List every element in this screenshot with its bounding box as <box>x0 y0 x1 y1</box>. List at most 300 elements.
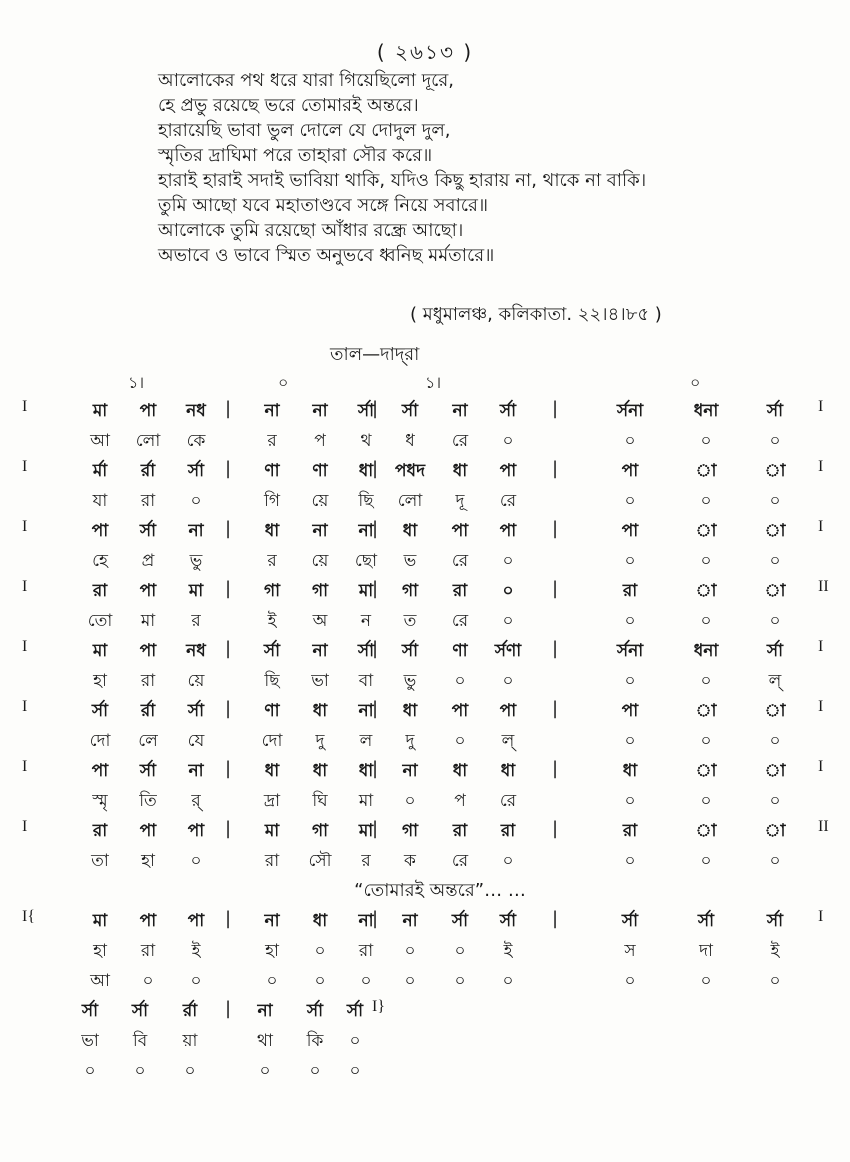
note-cell: নধ <box>186 641 206 661</box>
lyric-cell: ০ <box>624 791 636 811</box>
lyric-cell: ভা <box>81 1031 99 1051</box>
bar-end-mark: I <box>818 698 824 715</box>
notation-row <box>0 906 850 936</box>
lyric-cell: য়া <box>182 1031 198 1051</box>
lyric-cell: ধ <box>405 431 415 451</box>
lyric-cell: ০ <box>769 791 781 811</box>
note-cell: গা <box>401 821 419 841</box>
lyric-cell: ০ <box>190 851 202 871</box>
lyric-row <box>0 666 850 696</box>
bar-end-mark: I <box>818 638 824 655</box>
bar-line: | <box>224 578 232 599</box>
bar-line: | <box>371 698 379 719</box>
lyric-cell: দু <box>405 731 415 751</box>
lyric-cell: ০ <box>502 671 514 691</box>
note-cell: া <box>695 581 717 601</box>
lyric-cell: ০ <box>360 971 372 991</box>
lyric-cell: ০ <box>259 1061 271 1081</box>
note-cell: া <box>695 461 717 481</box>
lyric-cell: ০ <box>624 851 636 871</box>
lyric-cell: ০ <box>454 731 466 751</box>
lyric-row <box>0 1026 850 1056</box>
lyric-cell: ০ <box>700 791 712 811</box>
bar-line: | <box>551 398 559 419</box>
note-cell: ধা <box>500 761 516 781</box>
lyric-cell: ০ <box>624 551 636 571</box>
lyric-cell: য়ে <box>311 491 329 511</box>
note-cell: না <box>312 641 328 661</box>
note-cell: র্সা <box>766 911 784 931</box>
lyric-cell: হা <box>141 851 155 871</box>
lyric-cell: ০ <box>700 431 712 451</box>
bar-line: | <box>224 638 232 659</box>
lyric-cell: ০ <box>624 611 636 631</box>
bar-end-mark: I} <box>372 998 386 1015</box>
lyric-cell: ০ <box>769 611 781 631</box>
notation-row <box>0 756 850 786</box>
lyric-cell: ল <box>359 731 373 751</box>
lyric-cell: রা <box>358 941 374 961</box>
note-cell: র্সণা <box>494 641 522 661</box>
bar-line: | <box>371 638 379 659</box>
lyric-cell: ছি <box>358 491 374 511</box>
lyric-cell: থা <box>257 1031 273 1051</box>
note-cell: ধা <box>402 701 418 721</box>
bar-end-mark: I <box>818 758 824 775</box>
lyric-cell: ০ <box>404 941 416 961</box>
note-cell: ণা <box>452 641 468 661</box>
note-cell: মা <box>188 581 204 601</box>
note-cell: মা <box>358 821 374 841</box>
lyric-cell: য়ে <box>187 671 205 691</box>
lyric-cell: ০ <box>314 971 326 991</box>
poem-line: হারায়েছি ভাবা ভুল দোলে যে দোদুল দুল, <box>158 120 451 141</box>
lyric-cell: ০ <box>190 491 202 511</box>
lyric-cell: ই <box>191 941 201 961</box>
lyric-cell: ০ <box>700 971 712 991</box>
poem-line: অভাবে ও ভাবে স্মিত অনুভবে ধ্বনিছ মর্মতারে॥ <box>158 245 495 266</box>
note-cell: র্সা <box>357 641 375 661</box>
bar-line: | <box>224 908 232 929</box>
bar-start-mark: I <box>22 638 28 655</box>
bar-end-mark: I <box>818 518 824 535</box>
note-cell: নধ <box>186 401 206 421</box>
lyric-cell: থ <box>360 431 372 451</box>
poem-line: হে প্রভু রয়েছে ভরে তোমারই অন্তরে। <box>158 95 419 116</box>
note-cell: না <box>188 761 204 781</box>
lyric-row <box>0 426 850 456</box>
note-cell: া <box>764 821 786 841</box>
lyric-cell: বা <box>358 671 374 691</box>
lyric-cell: ০ <box>624 971 636 991</box>
note-cell: ধা <box>264 761 280 781</box>
bar-line: | <box>371 518 379 539</box>
lyric-cell: দা <box>699 941 713 961</box>
lyric-cell: ০ <box>184 1061 196 1081</box>
lyric-cell: রে <box>451 851 469 871</box>
note-cell: র্মা <box>92 461 108 481</box>
beat-marker: ০ <box>278 373 289 392</box>
lyric-cell: তা <box>91 851 109 871</box>
lyric-cell: প্র <box>141 551 155 571</box>
note-cell: ধা <box>312 911 328 931</box>
lyric-cell: ০ <box>454 971 466 991</box>
lyric-cell: ০ <box>624 671 636 691</box>
lyric-cell: র <box>267 551 277 571</box>
source-citation: ( মধুমালঞ্চ, কলিকাতা. ২২।৪।৮৫ ) <box>410 304 662 325</box>
antara-title: “তোমারই অন্তরে”… … <box>354 880 526 901</box>
note-cell: পা <box>139 641 157 661</box>
lyric-cell: লো <box>397 491 423 511</box>
note-cell: না <box>402 911 418 931</box>
lyric-cell: সৌ <box>308 851 332 871</box>
notation-table <box>0 396 850 1086</box>
bar-start-mark: I <box>22 698 28 715</box>
note-cell: না <box>358 911 374 931</box>
note-cell: া <box>695 761 717 781</box>
note-cell: না <box>264 911 280 931</box>
note-cell: র্সা <box>91 701 109 721</box>
lyric-cell: মা <box>140 611 156 631</box>
lyric-cell: কে <box>186 431 206 451</box>
lyric-cell: ০ <box>502 851 514 871</box>
lyric-cell: যা <box>92 491 108 511</box>
note-cell: র্সা <box>139 761 157 781</box>
note-cell: ০ <box>502 581 514 601</box>
note-cell: পা <box>139 911 157 931</box>
note-cell: ণা <box>264 701 280 721</box>
lyric-cell: ০ <box>454 941 466 961</box>
note-cell: গা <box>401 581 419 601</box>
lyric-cell: ০ <box>502 611 514 631</box>
note-cell: না <box>358 521 374 541</box>
note-cell: না <box>402 761 418 781</box>
note-cell: মা <box>92 911 108 931</box>
note-cell: পা <box>621 701 639 721</box>
note-cell: র্সা <box>346 1001 364 1021</box>
note-cell: পা <box>187 911 205 931</box>
lyric-cell: ০ <box>349 1031 361 1051</box>
beat-markers <box>0 370 850 396</box>
lyric-cell: ছি <box>264 671 280 691</box>
bar-line: | <box>371 398 379 419</box>
bar-line: | <box>551 638 559 659</box>
lyric-cell: র <box>361 851 371 871</box>
poem-line: আলোকে তুমি রয়েছো আঁধার রন্ধ্রে আছো। <box>158 220 464 241</box>
lyric-cell: স <box>624 941 636 961</box>
note-cell: পা <box>451 701 469 721</box>
lyric-cell: গি <box>263 491 281 511</box>
lyric-cell: ০ <box>404 971 416 991</box>
note-cell: না <box>188 521 204 541</box>
lyric-cell: দু <box>315 731 325 751</box>
lyric-cell: ০ <box>624 731 636 751</box>
lyric-cell: প <box>454 791 466 811</box>
tala-heading: তাল—দাদ্‌রা <box>330 344 420 365</box>
beat-marker: ০ <box>690 373 701 392</box>
note-cell: পা <box>621 461 639 481</box>
bar-end-mark: II <box>818 818 829 835</box>
note-cell: া <box>695 701 717 721</box>
lyric-cell: ০ <box>134 1061 146 1081</box>
lyric-cell: ০ <box>700 851 712 871</box>
bar-line: | <box>551 758 559 779</box>
poem-line: হারাই হারাই সদাই ভাবিয়া থাকি, যদিও কিছু হারায় না, থাকে না বাকি। <box>158 170 647 191</box>
note-cell: গা <box>311 821 329 841</box>
notation-row <box>0 816 850 846</box>
note-cell: রা <box>452 581 468 601</box>
lyric-cell: ০ <box>349 1061 361 1081</box>
note-cell: র্সা <box>131 1001 149 1021</box>
notation-row <box>0 576 850 606</box>
page-number: ( ২৬১৩ ) <box>376 40 474 64</box>
bar-line: | <box>371 818 379 839</box>
lyric-row <box>0 1056 850 1086</box>
lyric-row <box>0 726 850 756</box>
note-cell: া <box>695 821 717 841</box>
bar-line: | <box>551 458 559 479</box>
lyric-cell: লো <box>135 431 161 451</box>
note-cell: ধনা <box>693 641 719 661</box>
note-cell: পা <box>451 521 469 541</box>
poem-text <box>158 68 838 268</box>
bar-end-mark: II <box>818 578 829 595</box>
lyric-cell: ০ <box>190 971 202 991</box>
lyric-cell: রা <box>140 491 156 511</box>
note-cell: ধা <box>312 701 328 721</box>
lyric-cell: ০ <box>700 611 712 631</box>
lyric-cell: লে <box>138 731 158 751</box>
lyric-cell: রে <box>451 611 469 631</box>
notation-row <box>0 696 850 726</box>
note-cell: না <box>452 401 468 421</box>
lyric-cell: ০ <box>454 671 466 691</box>
note-cell: ধা <box>312 761 328 781</box>
note-cell: না <box>312 521 328 541</box>
lyric-cell: হে <box>92 551 108 571</box>
note-cell: গা <box>311 581 329 601</box>
note-cell: র্সা <box>697 911 715 931</box>
notation-row <box>0 636 850 666</box>
note-cell: না <box>257 1001 273 1021</box>
lyric-cell: ০ <box>314 941 326 961</box>
bar-start-mark: I <box>22 398 28 415</box>
note-cell: র্সা <box>81 1001 99 1021</box>
bar-line: | <box>551 518 559 539</box>
lyric-cell: ০ <box>769 971 781 991</box>
lyric-cell: দূ <box>455 491 465 511</box>
note-cell: র্সা <box>357 401 375 421</box>
note-cell: পা <box>187 821 205 841</box>
bar-line: | <box>371 458 379 479</box>
note-cell: রা <box>452 821 468 841</box>
note-cell: মা <box>92 641 108 661</box>
lyric-cell: ০ <box>769 731 781 751</box>
lyric-cell: ০ <box>700 671 712 691</box>
note-cell: পা <box>139 581 157 601</box>
note-cell: রা <box>92 821 108 841</box>
note-cell: ধা <box>358 761 374 781</box>
bar-start-mark: I <box>22 458 28 475</box>
lyric-row <box>0 846 850 876</box>
lyric-cell: রে <box>499 491 517 511</box>
note-cell: ধা <box>402 521 418 541</box>
note-cell: পা <box>139 821 157 841</box>
note-cell: মা <box>358 581 374 601</box>
note-cell: মা <box>264 821 280 841</box>
bar-start-mark: I <box>22 518 28 535</box>
lyric-cell: হা <box>265 941 279 961</box>
lyric-cell: ০ <box>502 431 514 451</box>
note-cell: ধনা <box>693 401 719 421</box>
lyric-cell: র্ <box>191 791 201 811</box>
bar-line: | <box>551 908 559 929</box>
note-cell: র্সা <box>187 701 205 721</box>
note-cell: র্সা <box>306 1001 324 1021</box>
lyric-row <box>0 936 850 966</box>
lyric-cell: ভু <box>403 671 417 691</box>
lyric-cell: ০ <box>84 1061 96 1081</box>
note-cell: া <box>764 701 786 721</box>
note-cell: মা <box>92 401 108 421</box>
lyric-cell: ০ <box>700 731 712 751</box>
lyric-cell: ০ <box>624 431 636 451</box>
lyric-cell: দো <box>89 731 111 751</box>
note-cell: র্রা <box>182 1001 198 1021</box>
beat-marker: ১। <box>128 373 145 392</box>
lyric-cell: ০ <box>624 491 636 511</box>
bar-end-mark: I <box>818 398 824 415</box>
lyric-cell: র <box>191 611 201 631</box>
lyric-cell: র <box>267 431 277 451</box>
lyric-cell: যে <box>187 731 205 751</box>
bar-line: | <box>551 818 559 839</box>
lyric-cell: ০ <box>700 491 712 511</box>
lyric-cell: আ <box>90 431 110 451</box>
note-cell: ধা <box>264 521 280 541</box>
lyric-cell: ভা <box>311 671 329 691</box>
lyric-cell: ০ <box>404 791 416 811</box>
bar-start-mark: I <box>22 818 28 835</box>
lyric-cell: ০ <box>142 971 154 991</box>
note-cell: র্সা <box>139 521 157 541</box>
note-cell: ণা <box>312 461 328 481</box>
note-cell: পা <box>139 401 157 421</box>
note-cell: া <box>764 581 786 601</box>
lyric-row <box>0 606 850 636</box>
note-cell: া <box>764 761 786 781</box>
notation-row <box>0 456 850 486</box>
note-cell: রা <box>622 821 638 841</box>
lyric-cell: আ <box>90 971 110 991</box>
note-cell: রা <box>500 821 516 841</box>
note-cell: পা <box>621 521 639 541</box>
note-cell: না <box>358 701 374 721</box>
note-cell: র্সনা <box>616 641 644 661</box>
lyric-cell: তি <box>139 791 157 811</box>
bar-line: | <box>371 758 379 779</box>
lyric-cell: ই <box>503 941 513 961</box>
bar-line: | <box>224 998 232 1019</box>
lyric-cell: ছো <box>354 551 378 571</box>
bar-line: | <box>551 698 559 719</box>
note-cell: র্সা <box>766 401 784 421</box>
note-cell: ধা <box>358 461 374 481</box>
lyric-row <box>0 486 850 516</box>
lyric-cell: ই <box>770 941 780 961</box>
lyric-cell: ০ <box>769 491 781 511</box>
notation-row <box>0 396 850 426</box>
lyric-cell: ০ <box>266 971 278 991</box>
note-cell: র্সনা <box>616 401 644 421</box>
bar-start-mark: I <box>22 758 28 775</box>
bar-line: | <box>224 758 232 779</box>
beat-marker: ১। <box>425 373 442 392</box>
note-cell: পা <box>91 761 109 781</box>
note-cell: র্সা <box>451 911 469 931</box>
lyric-cell: ত <box>403 611 417 631</box>
lyric-cell: তো <box>87 611 113 631</box>
note-cell: রা <box>92 581 108 601</box>
lyric-cell: দ্রা <box>263 791 281 811</box>
note-cell: র্সা <box>187 461 205 481</box>
lyric-cell: দো <box>261 731 283 751</box>
notation-row <box>0 996 850 1026</box>
lyric-cell: ০ <box>502 971 514 991</box>
lyric-row <box>0 546 850 576</box>
bar-line: | <box>371 908 379 929</box>
lyric-cell: ০ <box>502 551 514 571</box>
note-cell: র্সা <box>499 401 517 421</box>
lyric-cell: স্মৃ <box>92 791 108 811</box>
note-cell: র্রা <box>140 461 156 481</box>
note-cell: র্রা <box>140 701 156 721</box>
lyric-row <box>0 966 850 996</box>
lyric-cell: রে <box>451 431 469 451</box>
note-cell: পা <box>499 461 517 481</box>
poem-line: স্মৃতির দ্রাঘিমা পরে তাহারা সৌর করে॥ <box>158 145 433 166</box>
note-cell: া <box>695 521 717 541</box>
note-cell: র্সা <box>263 641 281 661</box>
note-cell: া <box>764 461 786 481</box>
note-cell: পধদ <box>395 461 425 481</box>
lyric-cell: ঘি <box>312 791 328 811</box>
lyric-cell: ল্ <box>768 671 782 691</box>
bar-start-mark: I <box>22 578 28 595</box>
lyric-cell: হা <box>93 941 107 961</box>
lyric-cell: য়ে <box>311 551 329 571</box>
bar-line: | <box>371 578 379 599</box>
lyric-cell: ল্ <box>501 731 515 751</box>
lyric-cell: বি <box>132 1031 148 1051</box>
lyric-cell: ন <box>360 611 372 631</box>
bar-line: | <box>224 698 232 719</box>
lyric-cell: রে <box>499 791 517 811</box>
lyric-cell: ভু <box>189 551 203 571</box>
note-cell: র্সা <box>401 401 419 421</box>
note-cell: না <box>264 401 280 421</box>
lyric-cell: কি <box>306 1031 324 1051</box>
note-cell: পা <box>499 521 517 541</box>
note-cell: র্সা <box>766 641 784 661</box>
lyric-cell: ভ <box>403 551 417 571</box>
note-cell: রা <box>622 581 638 601</box>
lyric-cell: ০ <box>700 551 712 571</box>
bar-line: | <box>551 578 559 599</box>
lyric-cell: রে <box>451 551 469 571</box>
note-cell: র্সা <box>621 911 639 931</box>
lyric-cell: ই <box>267 611 277 631</box>
